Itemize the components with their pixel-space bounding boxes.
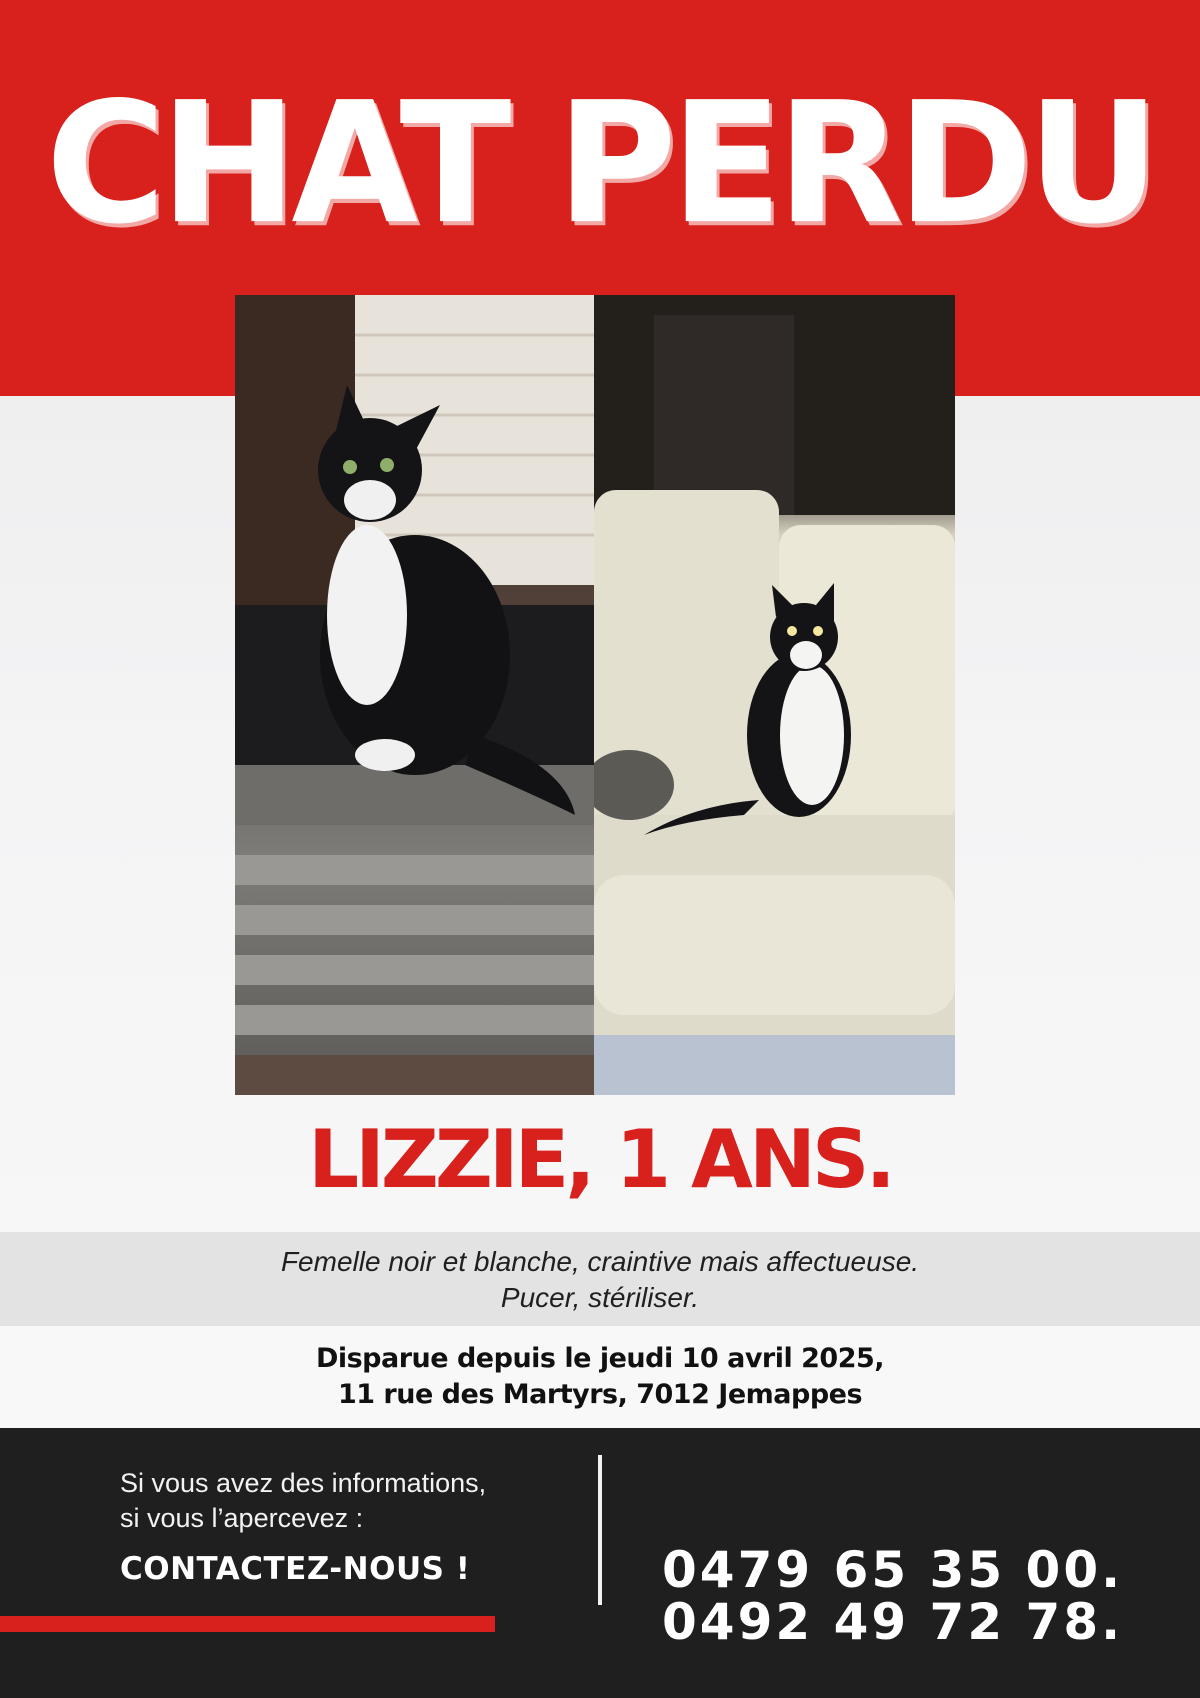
phone-number-2: 0492 49 72 78. — [662, 1593, 1124, 1651]
poster-headline: CHAT PERDU — [45, 66, 1155, 261]
footer-divider — [598, 1455, 602, 1605]
phone-number-1: 0479 65 35 00. — [662, 1541, 1124, 1599]
info-line-2: si vous l’apercevez : — [120, 1503, 364, 1533]
cat-on-windowsill-photo — [235, 295, 594, 1095]
info-line-1: Si vous avez des informations, — [120, 1468, 487, 1498]
red-accent-bar — [0, 1616, 495, 1632]
windowsill-photo-art — [235, 295, 594, 1095]
sofa-photo-art — [594, 295, 955, 1095]
description-line-1: Femelle noir et blanche, craintive mais affectueuse. — [280, 1246, 920, 1277]
cat-on-sofa-photo — [594, 295, 955, 1095]
cat-name-title: LIZZIE, 1 ANS. — [308, 1113, 892, 1206]
lost-date-line: Disparue depuis le jeudi 10 avril 2025, — [315, 1343, 885, 1374]
description-line-2: Pucer, stériliser. — [500, 1282, 700, 1313]
contact-label: CONTACTEZ-NOUS ! — [120, 1551, 471, 1587]
lost-address-line: 11 rue des Martyrs, 7012 Jemappes — [337, 1379, 863, 1410]
photo-collage — [235, 295, 955, 1095]
